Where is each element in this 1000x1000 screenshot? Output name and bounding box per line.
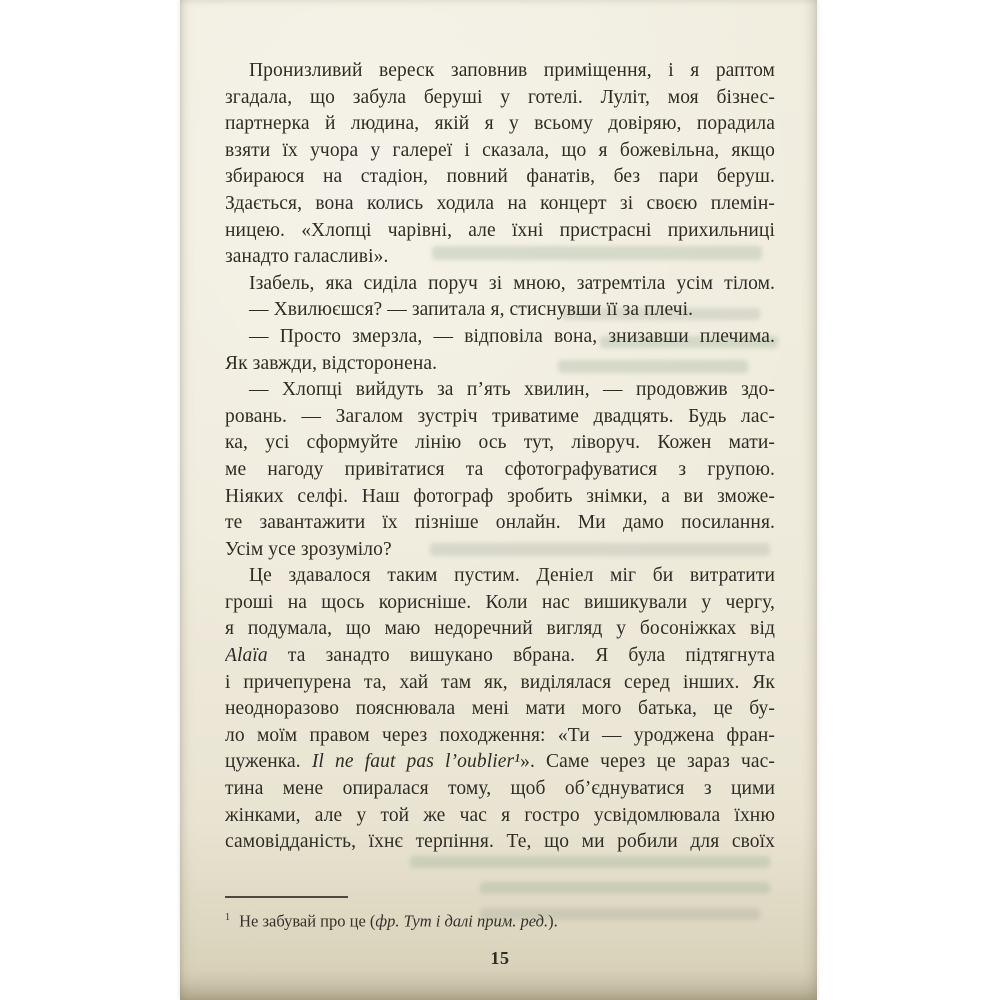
text-line: Ніяких селфі. Наш фотограф зробить знімки, а ви зможе- [225, 485, 775, 507]
text-line: гроші на щось корисніше. Коли нас вишикували у чергу, [225, 591, 775, 613]
text-line: Пронизливий вереск заповнив приміщення, і я раптом [249, 60, 775, 81]
text-line: я подумала, що маю недоречний вигляд у босоніжках від [225, 618, 775, 640]
text-line: ка, усі сформуйте лінію ось тут, ліворуч. Кожен мати- [225, 432, 775, 454]
footnote-body: Не забувай про це (фр. Тут і далі прим. ред.). [239, 911, 558, 931]
text-line: неодноразово пояснювала мені мати мого батька, це бу- [225, 698, 775, 720]
text-line: жінками, але у той же час я гостро усвідомлювала їхню [225, 804, 775, 826]
text-line: Здається, вона колись ходила на концерт зі своєю племін- [225, 192, 775, 214]
text-line: занадто галасливі». [225, 246, 389, 268]
text-line: — Хлопці вийдуть за п’ять хвилин, — продовжив здо- [249, 379, 775, 401]
text-line: цуженка. Il ne faut pas l’oublier¹». Саме через це зараз час- [225, 751, 775, 773]
text-line: згадала, що забула беруші у готелі. Луліт, моя бізнес- [225, 86, 775, 108]
text-line: Усім усе зрозуміло? [225, 538, 392, 560]
text-line: і причепурена та, хай там як, виділялася серед інших. Як [225, 671, 775, 693]
footnote [225, 896, 775, 933]
page-number: 15 [490, 948, 510, 969]
footnote-text [225, 907, 775, 933]
paragraph [225, 563, 775, 856]
bleedthrough-smudge [410, 856, 770, 868]
text-line: — Просто змерзла, — відповіла вона, знизавши плечима. [249, 325, 775, 347]
paragraph [225, 297, 775, 324]
footnote-rule [225, 896, 348, 898]
text-line: ло моїм правом через походження: «Ти — уроджена фран- [225, 724, 775, 746]
text-line: Як завжди, відсторонена. [225, 352, 438, 374]
text-line: — Хвилюєшся? — запитала я, стиснувши її за плечі. [249, 299, 694, 321]
footnote-marker: 1 [225, 911, 231, 923]
text-line: ровань. — Загалом зустріч триватиме двадцять. Будь лас- [225, 405, 775, 427]
text-block [225, 58, 775, 856]
paragraph [225, 271, 775, 298]
text-line: Ізабель, яка сиділа поруч зі мною, затремтіла усім тілом. [249, 272, 775, 294]
text-line: самовідданість, їхнє терпіння. Те, що ми робили для своїх [225, 831, 775, 853]
text-line: те завантажити їх пізніше онлайн. Ми дамо посилання. [225, 512, 775, 534]
text-line: ницею. «Хлопці чарівні, але їхні пристрасні прихильниці [225, 219, 775, 241]
book-page [180, 0, 817, 1000]
text-line: взяти їх учора у галереї і сказала, що я божевільна, якщо [225, 139, 775, 161]
text-line: ме нагоду привітатися та сфотографуватися з групою. [225, 458, 775, 480]
paragraph [225, 324, 775, 377]
text-line: тина мене опиралася тому, щоб об’єднуватися з цими [225, 778, 775, 800]
text-line: Це здавалося таким пустим. Деніел міг би витратити [249, 565, 775, 587]
text-line: партнерка й людина, якій я у всьому довіряю, порадила [225, 113, 775, 135]
paragraph [225, 58, 775, 271]
text-line: збираюся на стадіон, повний фанатів, без пари беруш. [225, 166, 775, 188]
text-line: Alaïa та занадто вишукано вбрана. Я була підтягнута [225, 645, 775, 667]
bleedthrough-smudge [480, 882, 770, 894]
paragraph [225, 377, 775, 563]
